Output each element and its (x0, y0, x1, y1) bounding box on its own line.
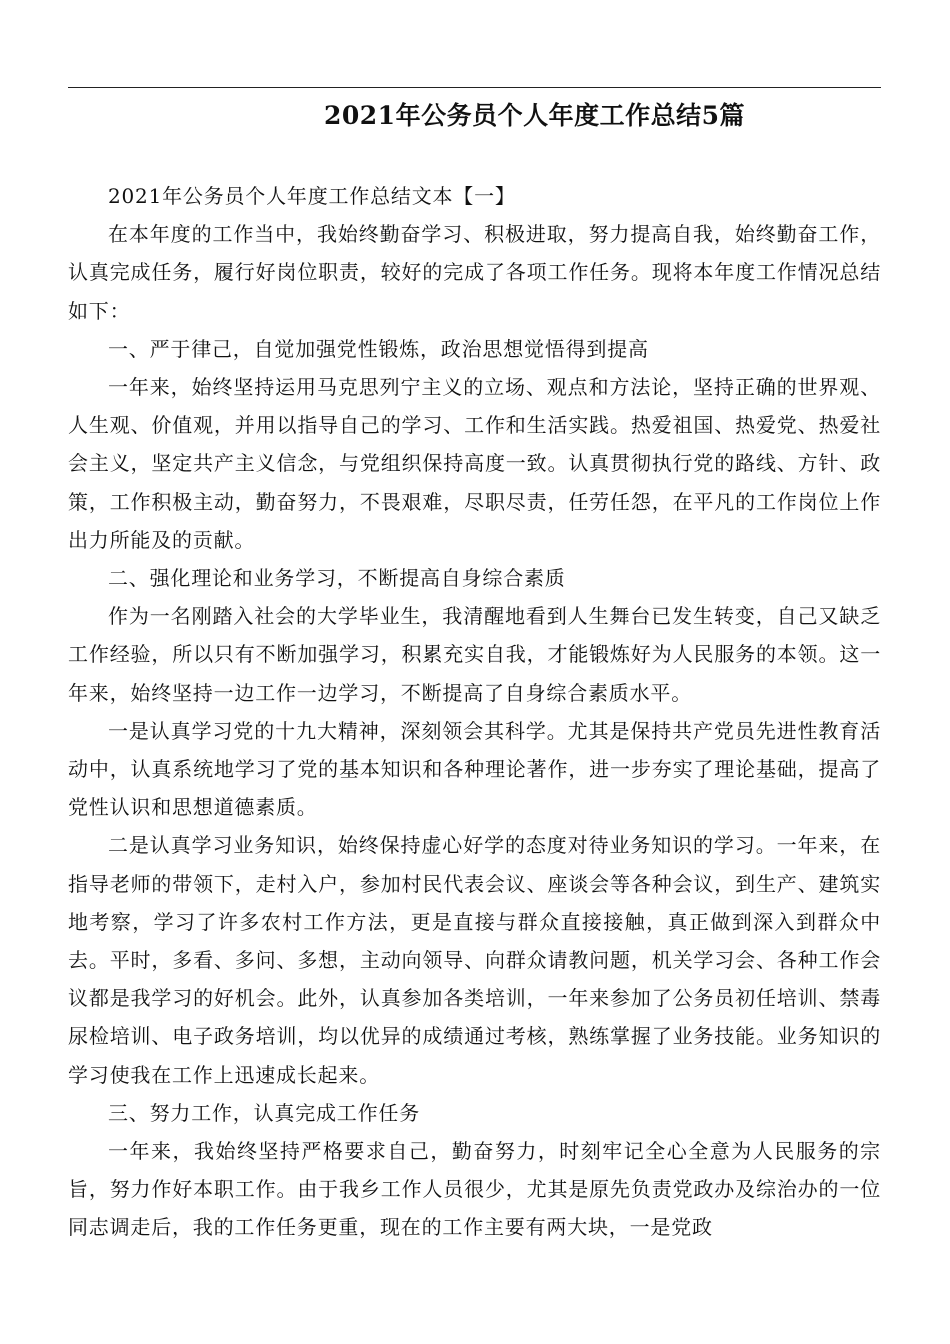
document-body (68, 177, 881, 1247)
document-title: 2021年公务员个人年度工作总结5篇 (324, 101, 745, 130)
heading-3: 三、努力工作，认真完成工作任务 (108, 1100, 420, 1125)
section-subtitle: 2021年公务员个人年度工作总结文本【一】 (108, 184, 516, 208)
paragraph: 作为一名刚踏入社会的大学毕业生，我清醒地看到人生舞台已发生转变，自己又缺乏工作经验，所以只有不断加强学习，积累充实自我，才能锻炼好为人民服务的本领。这一年来，始终坚持一边工作一边学习，不断提高了自身综合素质水平。 (68, 604, 881, 705)
paragraph: 一是认真学习党的十九大精神，深刻领会其科学。尤其是保持共产党员先进性教育活动中，认真系统地学习了党的基本知识和各种理论著作，进一步夯实了理论基础，提高了党性认识和思想道德素质。 (68, 718, 881, 820)
paragraph: 二是认真学习业务知识，始终保持虚心好学的态度对待业务知识的学习。一年来，在指导老师的带领下，走村入户，参加村民代表会议、座谈会等各种会议，到生产、建筑实地考察，学习了许多农村工作方法，更是直接与群众直接接触，真正做到深入到群众中去。平时，多看、多问、多想，主动向领导、向群众请教问题，机关学习会、各种工作会议都是我学习的好机会。此外，认真参加各类培训，一年来参加了公务员初任培训、禁毒尿检培训、电子政务培训，均以优异的成绩通过考核，熟练掌握了业务技能。业务知识的学习使我在工作上迅速成长起来。 (68, 833, 881, 1087)
heading-2: 二、强化理论和业务学习，不断提高自身综合素质 (108, 566, 566, 591)
header-rule (68, 87, 881, 88)
heading-1: 一、严于律己，自觉加强党性锻炼，政治思想觉悟得到提高 (108, 336, 649, 361)
intro-paragraph: 在本年度的工作当中，我始终勤奋学习、积极进取，努力提高自我，始终勤奋工作，认真完成任务，履行好岗位职责，较好的完成了各项工作任务。现将本年度工作情况总结如下： (68, 222, 881, 323)
paragraph: 一年来，我始终坚持严格要求自己，勤奋努力，时刻牢记全心全意为人民服务的宗旨，努力作好本职工作。由于我乡工作人员很少，尤其是原先负责党政办及综治办的一位同志调走后，我的工作任务更重，现在的工作主要有两大块，一是党政 (68, 1139, 881, 1240)
paragraph: 一年来，始终坚持运用马克思列宁主义的立场、观点和方法论，坚持正确的世界观、人生观、价值观，并用以指导自己的学习、工作和生活实践。热爱祖国、热爱党、热爱社会主义，坚定共产主义信念，与党组织保持高度一致。认真贯彻执行党的路线、方针、政策，工作积极主动，勤奋努力，不畏艰难，尽职尽责，任劳任怨，在平凡的工作岗位上作出力所能及的贡献。 (68, 375, 881, 552)
